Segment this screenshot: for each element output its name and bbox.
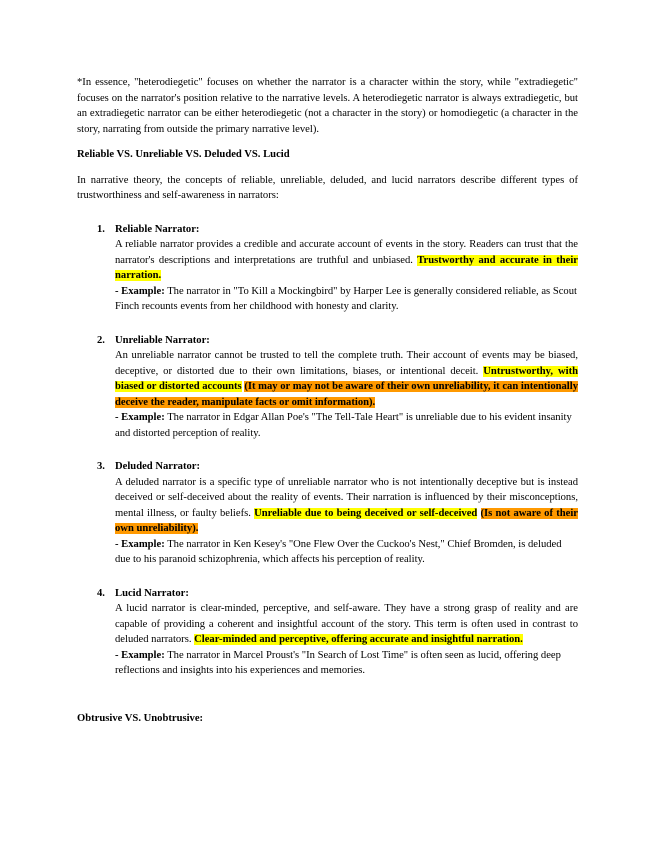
example-label: - Example: xyxy=(115,285,165,297)
item-body-text: A deluded narrator is a specific type of unreliable narrator who is not intentionally deceptive but is instead deceived or self-deceived about the reality of events. Their narration is influenced by their misconceptions, mental illness, or faulty beliefs. xyxy=(115,476,578,519)
list-item-unreliable xyxy=(77,333,578,442)
section-heading-obtrusive: Obtrusive VS. Unobtrusive: xyxy=(77,712,204,724)
item-body xyxy=(115,475,578,537)
intro-paragraph: *In essence, "heterodiegetic" focuses on whether the narrator is a character within the story, while "extradiegetic" focuses on the narrator's position relative to the narrative levels. A heterodiegetic narrator is always extradiegetic, but an extradiegetic narrator can be either heterodiegetic (not a character in the story) or homodiegetic (a character in the story, narrating from outside the primary narrative level). xyxy=(77,77,578,135)
item-example xyxy=(115,648,578,679)
item-title: Deluded Narrator: xyxy=(115,461,201,472)
item-body-text: An unreliable narrator cannot be trusted to tell the complete truth. Their account of events may be biased, deceptive, or distorted due to their own limitations, biases, or intentional deceit. xyxy=(115,350,578,377)
example-text: The narrator in "To Kill a Mockingbird" by Harper Lee is generally considered reliable, as Scout Finch recounts events from her childhood with honesty and clarity. xyxy=(115,285,577,312)
list-item-reliable xyxy=(77,222,578,315)
document-page xyxy=(77,75,578,726)
item-title: Unreliable Narrator: xyxy=(115,334,210,346)
example-text: The narrator in Ken Kesey's "One Flew Over the Cuckoo's Nest," Chief Bromden, is deluded due to his paranoid schizophrenia, which affects his perception of reality. xyxy=(115,538,562,565)
orange-highlight: (Is not aware of their own unreliability). xyxy=(115,507,578,534)
item-body xyxy=(115,237,578,284)
item-number: 2. xyxy=(97,334,105,346)
item-example xyxy=(115,537,578,568)
item-example xyxy=(115,284,578,315)
item-example xyxy=(115,410,578,441)
yellow-highlight: Untrustworthy, with biased or distorted accounts xyxy=(115,365,578,392)
item-title: Lucid Narrator: xyxy=(115,587,189,599)
example-label: - Example: xyxy=(115,412,165,423)
lead-paragraph: In narrative theory, the concepts of reliable, unreliable, deluded, and lucid narrators describe different types of trustworthiness and self-awareness in narrators: xyxy=(77,174,578,201)
section-heading: Reliable VS. Unreliable VS. Deluded VS. Lucid xyxy=(77,149,290,160)
item-body xyxy=(115,348,578,410)
item-title: Reliable Narrator: xyxy=(115,223,200,235)
item-number: 3. xyxy=(97,461,105,472)
example-text: The narrator in Edgar Allan Poe's "The Tell-Tale Heart" is unreliable due to his evident insanity and distorted perception of reality. xyxy=(115,412,572,439)
item-body-text: A lucid narrator is clear-minded, perceptive, and self-aware. They have a strong grasp of reality and are capable of providing a coherent and insightful account of the story. This term is often used in contrast to deluded narrators. xyxy=(115,603,578,645)
yellow-highlight: Unreliable due to being deceived or self-deceived xyxy=(254,507,478,519)
narrator-list xyxy=(77,222,578,679)
orange-highlight: (It may or may not be aware of their own unreliability, it can intentionally deceive the reader, manipulate facts or omit information). xyxy=(115,381,578,408)
list-item-lucid xyxy=(77,586,578,679)
item-number: 1. xyxy=(97,223,105,235)
example-label: - Example: xyxy=(115,649,165,661)
yellow-highlight: Trustworthy and accurate in their narration. xyxy=(115,254,578,281)
item-body xyxy=(115,601,578,648)
example-label: - Example: xyxy=(115,538,165,550)
item-body-text: A reliable narrator provides a credible and accurate account of events in the story. Readers can trust that the narrator's descriptions and interpretations are truthful and unbiased. xyxy=(115,239,578,266)
item-number: 4. xyxy=(97,587,105,599)
yellow-highlight: Clear-minded and perceptive, offering accurate and insightful narration. xyxy=(194,634,523,645)
list-item-deluded xyxy=(77,459,578,568)
example-text: The narrator in Marcel Proust's "In Search of Lost Time" is often seen as lucid, offering deep reflections and insights into his experiences and memories. xyxy=(115,649,561,676)
